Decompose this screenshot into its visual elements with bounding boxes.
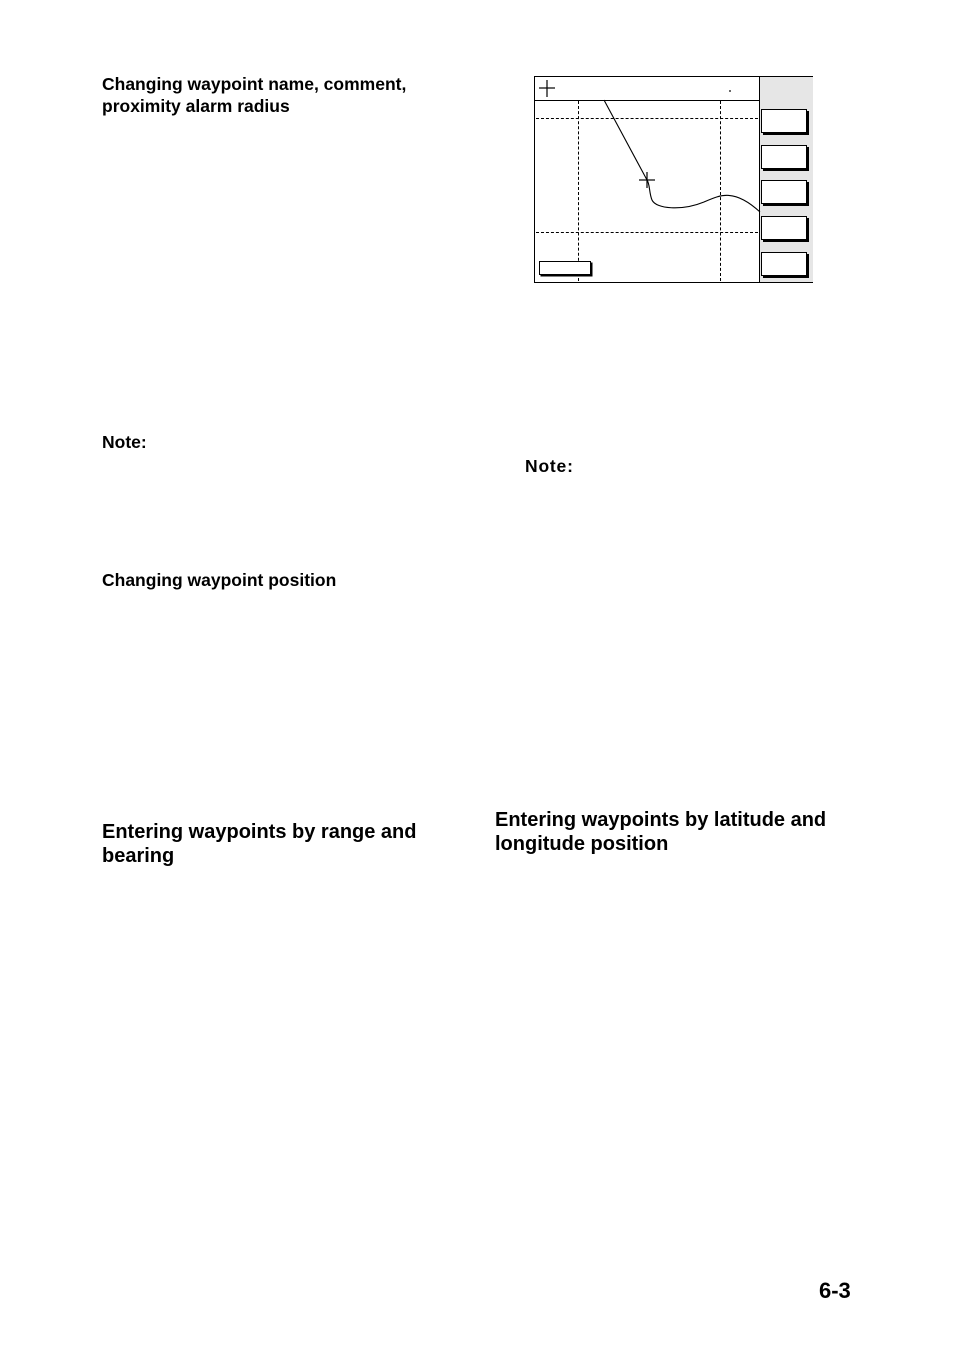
screen-figure <box>534 76 814 284</box>
track-line <box>604 100 760 212</box>
soft-key-2[interactable] <box>761 145 807 169</box>
waypoint-cross-icon <box>639 172 655 188</box>
soft-key-4[interactable] <box>761 216 807 240</box>
soft-key-1[interactable] <box>761 109 807 133</box>
waypoint-name-heading: Changing waypoint name, comment, proximity alarm radius <box>102 74 407 116</box>
waypoint-position-heading: Changing waypoint position <box>102 570 337 590</box>
bottom-info-box[interactable] <box>539 261 591 275</box>
note-label-left: Note: <box>102 432 147 452</box>
latlon-heading: Entering waypoints by latitude and longitude position <box>495 809 827 855</box>
status-dot <box>729 90 731 92</box>
range-bearing-heading: Entering waypoints by range and bearing <box>102 821 417 867</box>
page-number: 6-3 <box>819 1278 851 1303</box>
note-label-right: Note: <box>525 456 574 476</box>
soft-key-5[interactable] <box>761 252 807 276</box>
soft-key-3[interactable] <box>761 180 807 204</box>
cursor-crosshair-icon <box>539 80 555 97</box>
